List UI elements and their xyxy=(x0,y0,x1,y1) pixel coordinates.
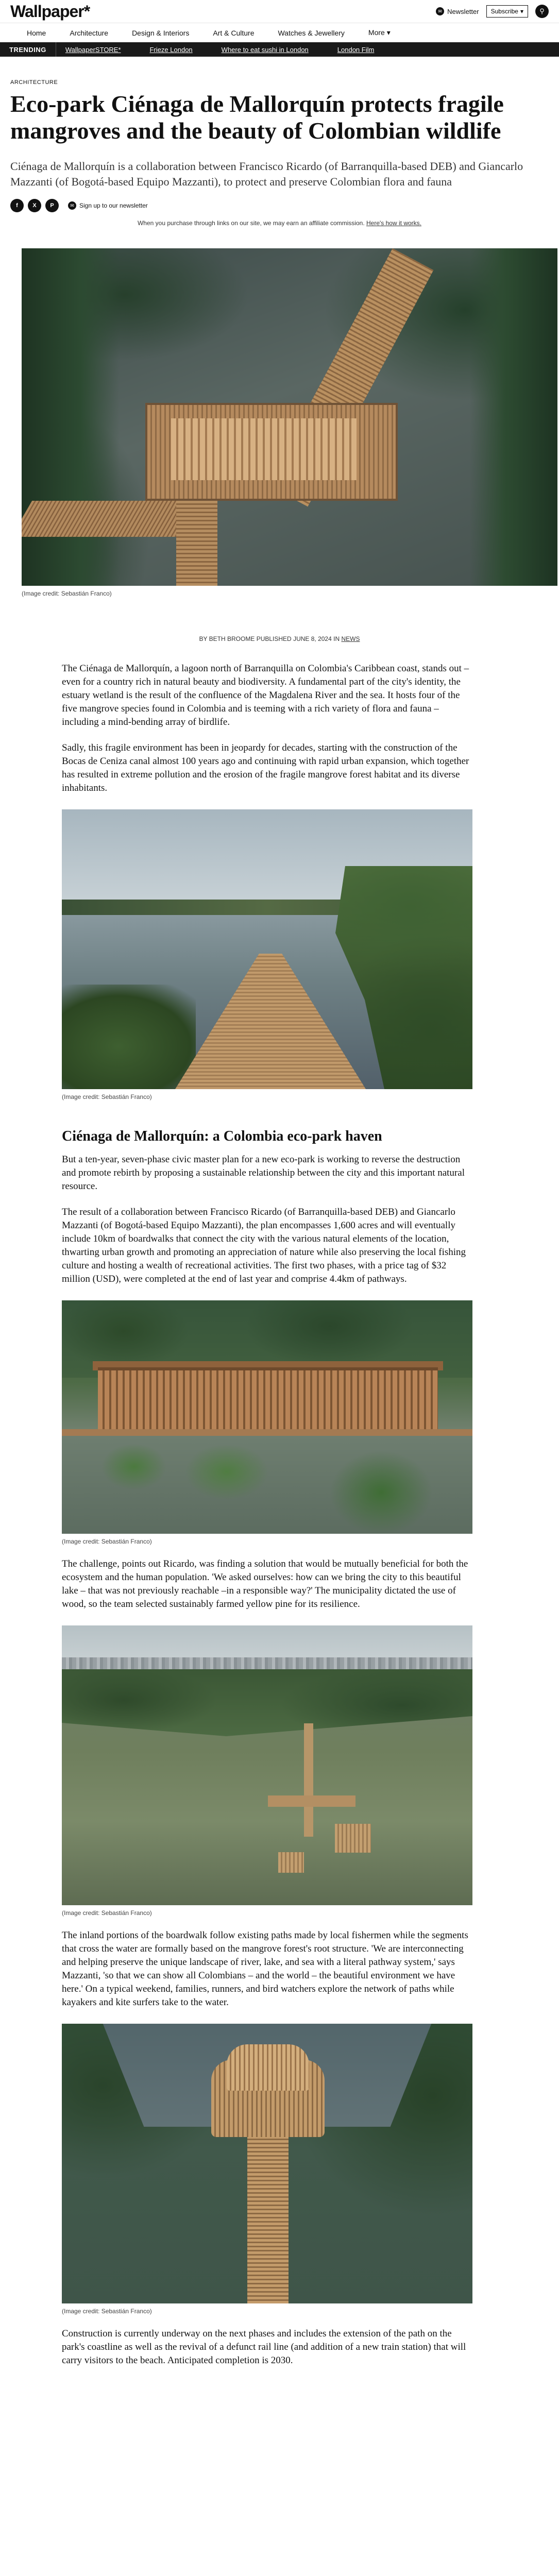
image-boardwalk-to-lagoon xyxy=(62,809,472,1089)
affiliate-text: When you purchase through links on our site, we may earn an affiliate commission. xyxy=(137,219,365,227)
body-section-3 xyxy=(62,1557,472,1611)
affiliate-disclosure xyxy=(10,219,549,227)
nav-item-art-culture[interactable]: Art & Culture xyxy=(213,28,255,37)
image-caption: (Image credit: Sebastián Franco) xyxy=(22,590,112,597)
jetty-walkway xyxy=(304,1723,313,1837)
image-caption: (Image credit: Sebastián Franco) xyxy=(62,1538,152,1545)
hero-image-aerial-boardwalk xyxy=(22,248,557,586)
trending-item-wallpaper-store[interactable]: WallpaperSTORE* xyxy=(65,45,121,54)
jetty-platform-small xyxy=(278,1852,304,1873)
mangrove-bushes xyxy=(62,1436,472,1534)
trending-item-london-film[interactable]: London Film xyxy=(337,45,375,54)
facebook-icon[interactable]: f xyxy=(10,199,24,212)
figure-3 xyxy=(62,1300,472,1545)
nav-item-design-interiors[interactable]: Design & Interiors xyxy=(132,28,190,37)
top-actions xyxy=(436,5,549,18)
article-standfirst: Ciénaga de Mallorquín is a collaboration between Francisco Ricardo (of Barranquilla-based DEB) and Giancarlo Mazzanti (of Bogotá-based Equipo Mazzanti), to protect and preserve Colombian flora and fauna xyxy=(10,160,523,188)
trending-item-frieze-london[interactable]: Frieze London xyxy=(149,45,193,54)
article-headline: Eco-park Ciénaga de Mallorquín protects fragile mangroves and the beauty of Colombian wildlife xyxy=(10,91,504,144)
newsletter-signup-link[interactable] xyxy=(68,201,148,210)
site-logo[interactable]: Wallpaper* xyxy=(10,2,90,21)
image-pavilion-mangroves xyxy=(62,1300,472,1534)
image-caption: (Image credit: Sebastián Franco) xyxy=(62,1909,152,1917)
main-nav xyxy=(0,23,559,42)
mangrove-trees-right xyxy=(470,248,557,586)
body-paragraph: But a ten-year, seven-phase civic master plan for a new eco-park is working to reverse the destruction and promote rebirth by proposing a sustainable relationship between the city and this important natural resource. xyxy=(62,1154,465,1192)
subscribe-label: Subscribe xyxy=(490,8,518,15)
chevron-down-icon: ▾ xyxy=(386,28,391,37)
body-paragraph: The result of a collaboration between Francisco Ricardo (of Barranquilla-based DEB) and Giancarlo Mazzanti (of Bogotá-based Equipo Mazzanti), the plan encompasses 1,600 acres and will eventually include 10km of boardwalks that connect the city with the various natural elements of the location, thwarting urban growth and promoting an appreciation of nature while also preserving the local fishing culture and hosting a wealth of recreational activities. The first two phases, with a price tag of $32 million (USD), were completed at the end of last year and comprise 4.4km of pathways. xyxy=(62,1207,466,1284)
search-icon[interactable]: ⚲ xyxy=(535,5,549,18)
nav-item-watches-jewellery[interactable]: Watches & Jewellery xyxy=(278,28,345,37)
chevron-down-icon: ▾ xyxy=(520,8,523,15)
share-row xyxy=(10,199,549,212)
image-caption: (Image credit: Sebastián Franco) xyxy=(62,1093,152,1100)
nav-more-label: More xyxy=(368,28,385,37)
publish-date: JUNE 8, 2024 xyxy=(293,635,332,642)
pavilion-canopy xyxy=(171,418,357,480)
author-link[interactable]: BETH BROOME xyxy=(209,635,255,642)
pinterest-icon[interactable]: P xyxy=(45,199,59,212)
nav-item-more[interactable] xyxy=(368,28,391,37)
jetty-platform xyxy=(335,1824,371,1853)
bush-left xyxy=(62,985,196,1089)
in-label: IN xyxy=(333,635,340,642)
subscribe-button[interactable] xyxy=(486,5,528,18)
mangrove-forest xyxy=(62,1669,472,1736)
pier-walkway xyxy=(247,2137,289,2303)
envelope-icon: ✉ xyxy=(436,7,444,15)
byline xyxy=(0,635,559,642)
body-section-5 xyxy=(62,2327,472,2367)
section-link[interactable]: NEWS xyxy=(341,635,360,642)
image-caption: (Image credit: Sebastián Franco) xyxy=(62,2308,152,2315)
signup-label: Sign up to our newsletter xyxy=(79,202,148,209)
trending-item-sushi-london[interactable]: Where to eat sushi in London xyxy=(221,45,309,54)
body-paragraph: Construction is currently underway on the next phases and includes the extension of the path on the park's coastline as well as the revival of a defunct rail line (and addition of a new train station) that will carry visitors to the beach. Anticipated completion is 2030. xyxy=(62,2328,466,2366)
byline-prefix: BY xyxy=(199,635,208,642)
image-pier-canopy xyxy=(62,2024,472,2303)
body-section-1 xyxy=(62,662,472,795)
boardwalk-lower xyxy=(22,501,202,537)
jetty-crossing xyxy=(268,1795,355,1807)
body-paragraph: The inland portions of the boardwalk follow existing paths made by local fishermen while the segments that cross the water are formally based on the mangrove forest's root structure. 'We are interconnecting and helping preserve the unique landscape of river, lake, and sea with a literal pathway system,' says Mazzanti, 'so that we can show all Colombians – and the world – the beautiful environment we have here.' On a typical weekend, families, runners, and bird watchers explore the network of paths while kayakers and kite surfers take to the water. xyxy=(62,1930,468,2008)
trending-label: TRENDING xyxy=(0,42,56,57)
body-section-4 xyxy=(62,1929,472,2009)
body-section-2 xyxy=(62,1153,472,1286)
wooden-pavilion xyxy=(98,1367,438,1429)
published-label: PUBLISHED xyxy=(256,635,292,642)
envelope-icon: ✉ xyxy=(68,201,76,210)
body-paragraph: The Ciénaga de Mallorquín, a lagoon north of Barranquilla on Colombia's Caribbean coast, stands out – even for a country rich in natural beauty and biodiversity. A fundamental part of the city's identity, the estuary wetland is the result of the confluence of the Magdalena River and the sea. It hosts four of the five mangrove species found in Colombia and is teeming with a rich variety of flora and fauna –including a mind-bending array of birdlife. xyxy=(62,663,469,727)
newsletter-link[interactable] xyxy=(436,7,479,15)
article xyxy=(0,57,559,2367)
article-subheading: Ciénaga de Mallorquín: a Colombia eco-park haven xyxy=(62,1128,382,1144)
body-paragraph: The challenge, points out Ricardo, was finding a solution that would be mutually beneficial for both the ecosystem and the human population. 'We asked ourselves: how can we bring the city to this beautiful lake – that was not previously reachable –in a responsible way?' The municipality dictated the use of wood, so the team selected sustainably farmed yellow pine for its resilience. xyxy=(62,1558,468,1609)
wooden-boardwalk xyxy=(175,954,366,1089)
figure-5 xyxy=(62,2024,472,2315)
image-jetty-lagoon xyxy=(62,1625,472,1905)
top-bar xyxy=(0,0,559,23)
figure-4 xyxy=(62,1625,472,1917)
article-kicker[interactable]: ARCHITECTURE xyxy=(10,79,58,86)
newsletter-label: Newsletter xyxy=(447,7,479,15)
x-icon[interactable]: X xyxy=(28,199,41,212)
boardwalk-stem xyxy=(176,496,217,586)
figure-2 xyxy=(62,809,472,1100)
nav-item-home[interactable]: Home xyxy=(27,28,46,37)
article-head xyxy=(0,57,559,227)
trending-bar xyxy=(0,42,559,57)
pier-canopy xyxy=(227,2044,309,2091)
site-header xyxy=(0,0,559,57)
hero-figure xyxy=(22,248,557,597)
body-paragraph: Sadly, this fragile environment has been in jeopardy for decades, starting with the construction of the Bocas de Ceniza canal almost 100 years ago and continuing with rapid urban expansion, which together has resulted in extreme pollution and the erosion of the fragile mangrove forest habitat and its diverse inhabitants. xyxy=(62,742,469,793)
nav-item-architecture[interactable]: Architecture xyxy=(70,28,109,37)
affiliate-link[interactable]: Here's how it works. xyxy=(366,219,421,227)
city-skyline xyxy=(62,1657,472,1671)
